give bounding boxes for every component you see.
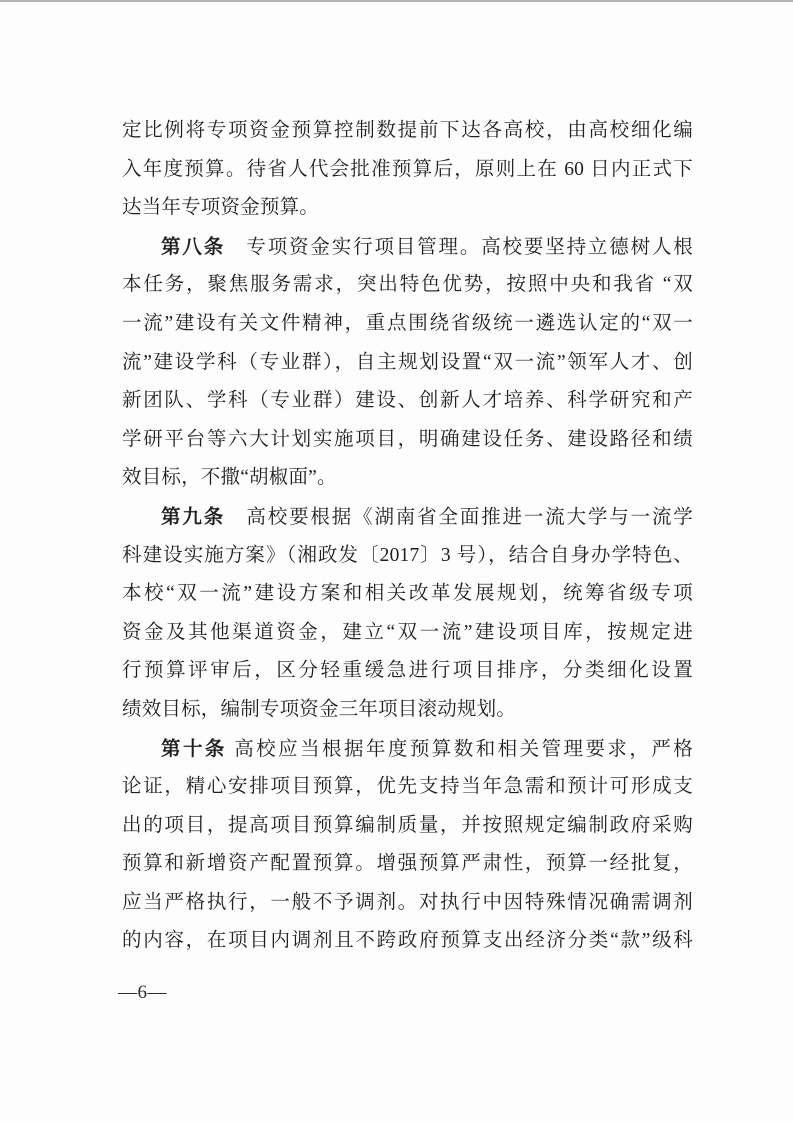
document-body	[122, 112, 693, 961]
text-line: 第九条 高校要根据《湖南省全面推进一流大学与一流学	[161, 505, 693, 528]
text-line: 出的项目，提高项目预算编制质量，并按照规定编制政府采购	[122, 814, 693, 836]
text-line: 定比例将专项资金预算控制数提前下达各高校，由高校细化编	[122, 120, 693, 141]
article-number: 第十条	[161, 737, 227, 760]
paragraph	[122, 112, 693, 228]
text-line: 资金及其他渠道资金，建立“双一流”建设项目库，按规定进	[122, 621, 693, 643]
text-line: 第八条 专项资金实行项目管理。高校要坚持立德树人根	[161, 235, 693, 258]
paragraph	[122, 730, 693, 962]
text-line: 新团队、学科（专业群）建设、创新人才培养、科学研究和产	[122, 390, 693, 412]
article-number: 第八条	[161, 235, 226, 258]
paragraph	[122, 228, 693, 498]
text-line: 绩效目标，编制专项资金三年项目滚动规划。	[122, 698, 517, 720]
text-line: 论证，精心安排项目预算，优先支持当年急需和预计可形成支	[122, 776, 693, 798]
text-line: 效目标，不撒“胡椒面”。	[122, 467, 337, 489]
text-line: 应当严格执行，一般不予调剂。对执行中因特殊情况确需调剂	[122, 891, 693, 913]
page-number: —6—	[118, 982, 167, 1003]
article-number: 第九条	[161, 505, 226, 528]
text-line: 科建设实施方案》（湘政发〔2017〕3 号），结合自身办学特色、	[122, 544, 693, 566]
text-line: 第十条 高校应当根据年度预算数和相关管理要求，严格	[161, 737, 693, 760]
text-line: 预算和新增资产配置预算。增强预算严肃性，预算一经批复，	[122, 853, 693, 875]
text-line: 入年度预算。待省人代会批准预算后，原则上在 60 日内正式下	[122, 158, 693, 180]
text-line: 一流”建设有关文件精神，重点围绕省级统一遴选认定的“双一	[122, 312, 693, 334]
text-line: 学研平台等六大计划实施项目，明确建设任务、建设路径和绩	[122, 428, 693, 450]
text-line: 流”建设学科（专业群），自主规划设置“双一流”领军人才、创	[122, 351, 693, 373]
scan-edge-artifact	[0, 0, 793, 2]
paragraph	[122, 498, 693, 730]
text-line: 本任务，聚焦服务需求，突出特色优势，按照中央和我省 “双	[122, 274, 693, 296]
text-line: 本校“双一流”建设方案和相关改革发展规划，统筹省级专项	[122, 583, 693, 605]
text-line: 的内容，在项目内调剂且不跨政府预算支出经济分类“款”级科	[122, 930, 693, 952]
text-line: 行预算评审后，区分轻重缓急进行项目排序，分类细化设置	[122, 660, 693, 682]
text-line: 达当年专项资金预算。	[122, 197, 320, 219]
